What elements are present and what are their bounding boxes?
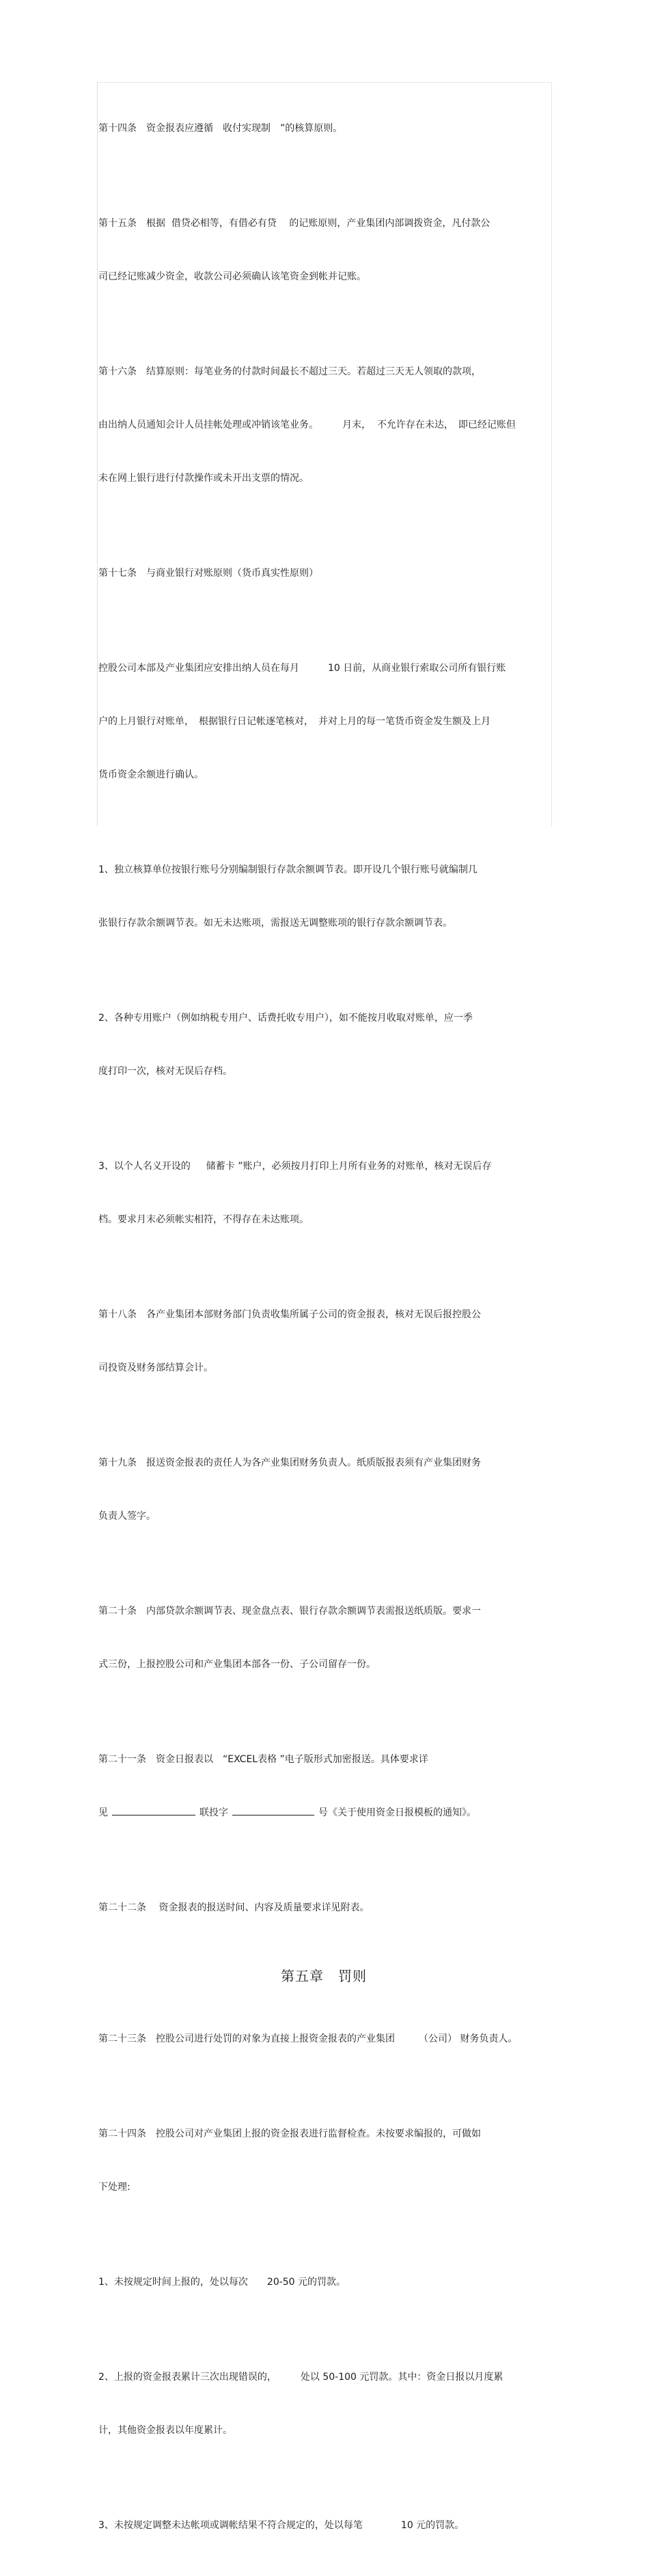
article-21-end: 号《关于使用资金日报模板的通知》。 bbox=[318, 1807, 476, 1818]
article-15 bbox=[98, 179, 549, 321]
article-18-line-1: 第十八条 各产业集团本部财务部门负责收集所属子公司的资金报表，核对无误后报控股公 bbox=[98, 1309, 481, 1320]
article-15-line-1: 第十五条 根据 借贷必相等，有借必有贷 的记账原则，产业集团内部调拨资金，凡付款公 bbox=[98, 218, 491, 229]
article-15-line-2: 司已经记账减少资金，收款公司必须确认该笔资金到帐并记账。 bbox=[98, 271, 366, 282]
penalty-2 bbox=[98, 2333, 549, 2475]
article-18-line-2: 司投资及财务部结算会计。 bbox=[98, 1362, 213, 1373]
article-22 bbox=[98, 1863, 549, 1952]
item-1 bbox=[98, 825, 549, 968]
article-19-line-2: 负责人签字。 bbox=[98, 1511, 156, 1522]
article-21 bbox=[98, 1715, 549, 1857]
article-17-body-line-1: 控股公司本部及产业集团应安排出纳人员在每月 10 日前，从商业银行索取公司所有银行账 bbox=[98, 663, 506, 674]
article-16 bbox=[98, 327, 549, 523]
penalty-1-line: 1、未按规定时间上报的，处以每次 20-50 元的罚款。 bbox=[98, 2277, 346, 2288]
article-19-line-1: 第十九条 报送资金报表的责任人为各产业集团财务负责人。纸质版报表须有产业集团财务 bbox=[98, 1457, 481, 1468]
article-23 bbox=[98, 1995, 549, 2083]
article-21-see: 见 bbox=[98, 1807, 108, 1818]
article-24 bbox=[98, 2089, 549, 2232]
article-20-line-1: 第二十条 内部贷款余额调节表、现金盘点表、银行存款余额调节表需报送纸质版。要求一 bbox=[98, 1606, 481, 1617]
blank-underline bbox=[232, 1804, 314, 1815]
article-24-line-1: 第二十四条 控股公司对产业集团上报的资金报表进行监督检查。未按要求编报的，可做如 bbox=[98, 2128, 481, 2139]
article-22-line: 第二十二条 资金报表的报送时间、内容及质量要求详见附表。 bbox=[98, 1902, 370, 1913]
article-21-mid: 联投字 bbox=[199, 1807, 228, 1818]
article-17-body-line-3: 货币资金余额进行确认。 bbox=[98, 769, 204, 780]
article-19 bbox=[98, 1419, 549, 1561]
item-3 bbox=[98, 1122, 549, 1264]
article-17-body-line-2: 户的上月银行对账单， 根据银行日记帐逐笔核对， 并对上月的每一笔货币资金发生额及上月 bbox=[98, 716, 491, 727]
item-1-line-2: 张银行存款余额调节表。如无未达账项，需报送无调整账项的银行存款余额调节表。 bbox=[98, 918, 452, 929]
item-3-line-1: 3、以个人名义开设的 储蓄卡 ”账户，必须按月打印上月所有业务的对账单，核对无误后存 bbox=[98, 1161, 492, 1172]
article-14 bbox=[98, 84, 549, 173]
penalty-2-line-1: 2、上报的资金报表累计三次出现错误的， 处以 50-100 元罚款。其中：资金日报以月度累 bbox=[98, 2372, 503, 2383]
article-20-line-2: 式三份，上报控股公司和产业集团本部各一份、子公司留存一份。 bbox=[98, 1659, 376, 1670]
article-16-line-2: 由出纳人员通知会计人员挂帐处理或冲销该笔业务。 月末， 不允许存在未达， 即已经记账但 bbox=[98, 420, 516, 430]
penalty-3-line: 3、未按规定调整未达帐项或调帐结果不符合规定的，处以每笔 10 元的罚款。 bbox=[98, 2520, 465, 2531]
blank-underline bbox=[112, 1804, 195, 1815]
article-21-line-2 bbox=[98, 1804, 549, 1822]
article-16-line-1: 第十六条 结算原则：每笔业务的付款时间最长不超过三天。若超过三天无人领取的款项， bbox=[98, 366, 481, 377]
article-16-line-3: 未在网上银行进行付款操作或未开出支票的情况。 bbox=[98, 473, 309, 484]
article-17 bbox=[98, 529, 549, 618]
article-24-line-2: 下处理: bbox=[98, 2182, 130, 2193]
item-3-line-2: 档。要求月末必须帐实相符，不得存在未达账项。 bbox=[98, 1214, 309, 1225]
item-2-line-2: 度打印一次，核对无误后存档。 bbox=[98, 1066, 232, 1077]
penalty-2-line-2: 计，其他资金报表以年度累计。 bbox=[98, 2425, 232, 2436]
article-17-body bbox=[98, 624, 549, 819]
article-17-line: 第十七条 与商业银行对账原则（货币真实性原则） bbox=[98, 568, 318, 579]
article-18 bbox=[98, 1270, 549, 1412]
document-body bbox=[98, 84, 549, 2576]
chapter-title: 第五章 罚则 bbox=[281, 1968, 367, 1984]
penalty-3 bbox=[98, 2481, 549, 2570]
article-20 bbox=[98, 1567, 549, 1709]
penalty-1 bbox=[98, 2238, 549, 2327]
item-2 bbox=[98, 974, 549, 1116]
item-1-line-1: 1、独立核算单位按银行账号分别编制银行存款余额调节表。即开设几个银行账号就编制几 bbox=[98, 864, 478, 875]
article-23-line: 第二十三条 控股公司进行处罚的对象为直接上报资金报表的产业集团 （公司） 财务负责人。 bbox=[98, 2033, 518, 2044]
item-2-line-1: 2、各种专用账户（例如纳税专用户、话费托收专用户），如不能按月收取对账单，应一季 bbox=[98, 1013, 473, 1024]
article-21-line-1: 第二十一条 资金日报表以 “EXCEL表格 ”电子版形式加密报送。具体要求详 bbox=[98, 1754, 428, 1765]
article-14-line: 第十四条 资金报表应遵循 收付实现制 ”的核算原则。 bbox=[98, 123, 343, 134]
